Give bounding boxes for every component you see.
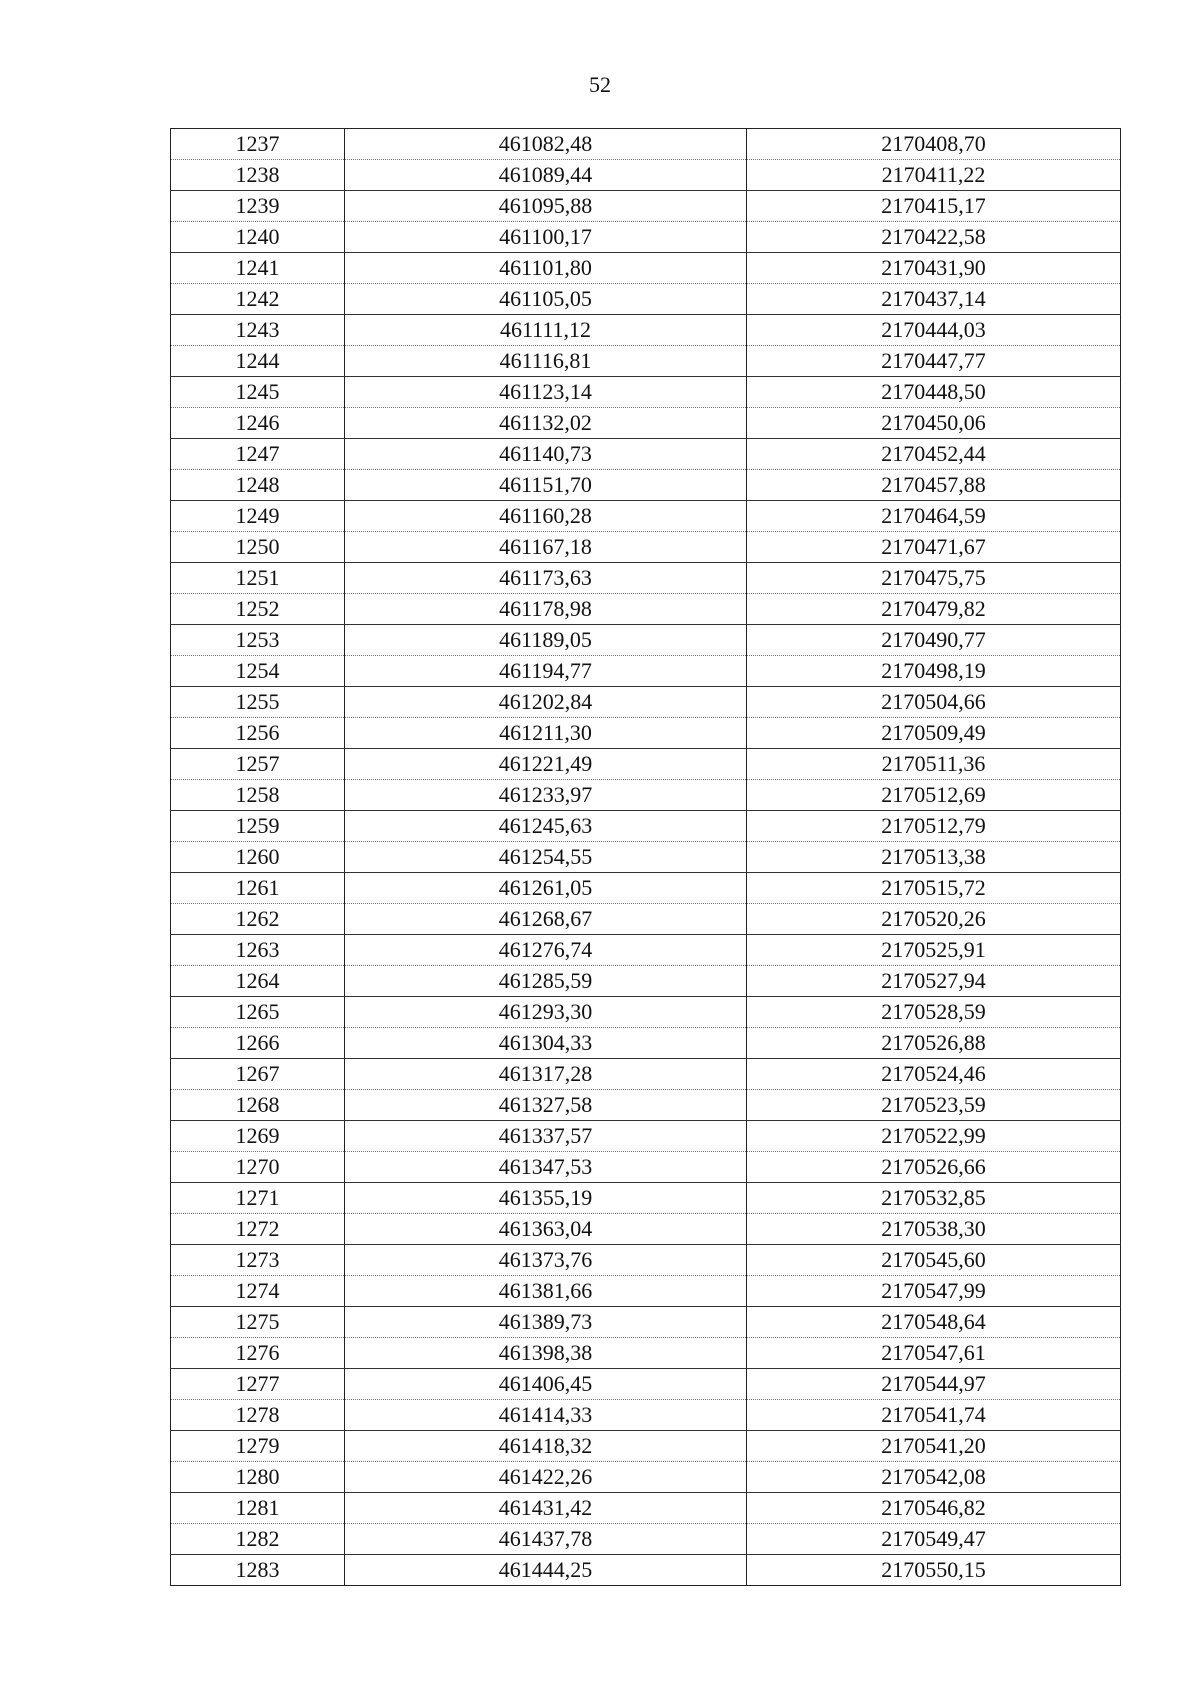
y-coordinate-cell: 2170444,03 [747,315,1121,346]
x-coordinate-cell: 461211,30 [345,718,747,749]
table-row [171,284,1121,315]
point-number-cell: 1263 [171,935,345,966]
point-number-cell: 1280 [171,1462,345,1493]
y-coordinate-cell: 2170411,22 [747,160,1121,191]
point-number-cell: 1265 [171,997,345,1028]
x-coordinate-cell: 461337,57 [345,1121,747,1152]
table-row [171,1152,1121,1183]
table-row [171,1493,1121,1524]
point-number-cell: 1282 [171,1524,345,1555]
x-coordinate-cell: 461422,26 [345,1462,747,1493]
table-row [171,160,1121,191]
y-coordinate-cell: 2170452,44 [747,439,1121,470]
x-coordinate-cell: 461221,49 [345,749,747,780]
y-coordinate-cell: 2170550,15 [747,1555,1121,1586]
point-number-cell: 1277 [171,1369,345,1400]
point-number-cell: 1261 [171,873,345,904]
table-row [171,1338,1121,1369]
y-coordinate-cell: 2170547,99 [747,1276,1121,1307]
y-coordinate-cell: 2170520,26 [747,904,1121,935]
x-coordinate-cell: 461160,28 [345,501,747,532]
page-number: 52 [589,72,611,97]
y-coordinate-cell: 2170422,58 [747,222,1121,253]
point-number-cell: 1249 [171,501,345,532]
point-number-cell: 1247 [171,439,345,470]
y-coordinate-cell: 2170528,59 [747,997,1121,1028]
point-number-cell: 1274 [171,1276,345,1307]
table-row [171,718,1121,749]
y-coordinate-cell: 2170475,75 [747,563,1121,594]
point-number-cell: 1266 [171,1028,345,1059]
point-number-cell: 1244 [171,346,345,377]
coordinates-table [170,128,1121,1586]
x-coordinate-cell: 461293,30 [345,997,747,1028]
point-number-cell: 1246 [171,408,345,439]
coordinates-table-body [171,129,1121,1586]
x-coordinate-cell: 461132,02 [345,408,747,439]
x-coordinate-cell: 461202,84 [345,687,747,718]
table-row [171,532,1121,563]
x-coordinate-cell: 461233,97 [345,780,747,811]
table-row [171,501,1121,532]
y-coordinate-cell: 2170479,82 [747,594,1121,625]
y-coordinate-cell: 2170538,30 [747,1214,1121,1245]
table-row [171,315,1121,346]
point-number-cell: 1256 [171,718,345,749]
table-row [171,966,1121,997]
table-row [171,439,1121,470]
point-number-cell: 1276 [171,1338,345,1369]
x-coordinate-cell: 461414,33 [345,1400,747,1431]
x-coordinate-cell: 461373,76 [345,1245,747,1276]
point-number-cell: 1243 [171,315,345,346]
y-coordinate-cell: 2170526,66 [747,1152,1121,1183]
x-coordinate-cell: 461189,05 [345,625,747,656]
y-coordinate-cell: 2170437,14 [747,284,1121,315]
x-coordinate-cell: 461398,38 [345,1338,747,1369]
table-row [171,687,1121,718]
table-row [171,563,1121,594]
y-coordinate-cell: 2170511,36 [747,749,1121,780]
point-number-cell: 1252 [171,594,345,625]
point-number-cell: 1264 [171,966,345,997]
x-coordinate-cell: 461116,81 [345,346,747,377]
y-coordinate-cell: 2170549,47 [747,1524,1121,1555]
table-row [171,408,1121,439]
x-coordinate-cell: 461406,45 [345,1369,747,1400]
x-coordinate-cell: 461140,73 [345,439,747,470]
x-coordinate-cell: 461304,33 [345,1028,747,1059]
x-coordinate-cell: 461355,19 [345,1183,747,1214]
point-number-cell: 1250 [171,532,345,563]
point-number-cell: 1237 [171,129,345,160]
table-row [171,780,1121,811]
table-row [171,1276,1121,1307]
point-number-cell: 1262 [171,904,345,935]
y-coordinate-cell: 2170527,94 [747,966,1121,997]
y-coordinate-cell: 2170464,59 [747,501,1121,532]
table-row [171,1059,1121,1090]
x-coordinate-cell: 461254,55 [345,842,747,873]
point-number-cell: 1259 [171,811,345,842]
table-row [171,1245,1121,1276]
table-row [171,1555,1121,1586]
table-row [171,253,1121,284]
table-row [171,656,1121,687]
point-number-cell: 1241 [171,253,345,284]
point-number-cell: 1269 [171,1121,345,1152]
y-coordinate-cell: 2170546,82 [747,1493,1121,1524]
x-coordinate-cell: 461101,80 [345,253,747,284]
table-row [171,1369,1121,1400]
point-number-cell: 1258 [171,780,345,811]
x-coordinate-cell: 461381,66 [345,1276,747,1307]
point-number-cell: 1240 [171,222,345,253]
y-coordinate-cell: 2170431,90 [747,253,1121,284]
y-coordinate-cell: 2170504,66 [747,687,1121,718]
x-coordinate-cell: 461431,42 [345,1493,747,1524]
x-coordinate-cell: 461089,44 [345,160,747,191]
point-number-cell: 1255 [171,687,345,718]
table-row [171,191,1121,222]
y-coordinate-cell: 2170515,72 [747,873,1121,904]
table-row [171,1028,1121,1059]
table-row [171,935,1121,966]
y-coordinate-cell: 2170408,70 [747,129,1121,160]
y-coordinate-cell: 2170512,69 [747,780,1121,811]
x-coordinate-cell: 461276,74 [345,935,747,966]
table-row [171,470,1121,501]
x-coordinate-cell: 461111,12 [345,315,747,346]
y-coordinate-cell: 2170513,38 [747,842,1121,873]
point-number-cell: 1239 [171,191,345,222]
y-coordinate-cell: 2170541,74 [747,1400,1121,1431]
x-coordinate-cell: 461173,63 [345,563,747,594]
x-coordinate-cell: 461418,32 [345,1431,747,1462]
point-number-cell: 1260 [171,842,345,873]
table-row [171,904,1121,935]
y-coordinate-cell: 2170544,97 [747,1369,1121,1400]
x-coordinate-cell: 461285,59 [345,966,747,997]
table-row [171,1462,1121,1493]
x-coordinate-cell: 461178,98 [345,594,747,625]
y-coordinate-cell: 2170524,46 [747,1059,1121,1090]
point-number-cell: 1267 [171,1059,345,1090]
table-row [171,1214,1121,1245]
y-coordinate-cell: 2170526,88 [747,1028,1121,1059]
x-coordinate-cell: 461437,78 [345,1524,747,1555]
point-number-cell: 1251 [171,563,345,594]
y-coordinate-cell: 2170542,08 [747,1462,1121,1493]
y-coordinate-cell: 2170498,19 [747,656,1121,687]
table-row [171,811,1121,842]
y-coordinate-cell: 2170541,20 [747,1431,1121,1462]
y-coordinate-cell: 2170522,99 [747,1121,1121,1152]
y-coordinate-cell: 2170471,67 [747,532,1121,563]
y-coordinate-cell: 2170548,64 [747,1307,1121,1338]
point-number-cell: 1268 [171,1090,345,1121]
point-number-cell: 1245 [171,377,345,408]
y-coordinate-cell: 2170547,61 [747,1338,1121,1369]
point-number-cell: 1275 [171,1307,345,1338]
point-number-cell: 1283 [171,1555,345,1586]
point-number-cell: 1238 [171,160,345,191]
point-number-cell: 1254 [171,656,345,687]
table-row [171,1121,1121,1152]
y-coordinate-cell: 2170532,85 [747,1183,1121,1214]
table-row [171,1431,1121,1462]
y-coordinate-cell: 2170512,79 [747,811,1121,842]
table-row [171,842,1121,873]
y-coordinate-cell: 2170509,49 [747,718,1121,749]
x-coordinate-cell: 461095,88 [345,191,747,222]
table-row [171,625,1121,656]
point-number-cell: 1253 [171,625,345,656]
point-number-cell: 1248 [171,470,345,501]
x-coordinate-cell: 461327,58 [345,1090,747,1121]
table-row [171,873,1121,904]
x-coordinate-cell: 461082,48 [345,129,747,160]
x-coordinate-cell: 461167,18 [345,532,747,563]
x-coordinate-cell: 461268,67 [345,904,747,935]
x-coordinate-cell: 461123,14 [345,377,747,408]
table-row [171,1400,1121,1431]
x-coordinate-cell: 461100,17 [345,222,747,253]
y-coordinate-cell: 2170525,91 [747,935,1121,966]
x-coordinate-cell: 461105,05 [345,284,747,315]
point-number-cell: 1273 [171,1245,345,1276]
x-coordinate-cell: 461444,25 [345,1555,747,1586]
y-coordinate-cell: 2170490,77 [747,625,1121,656]
y-coordinate-cell: 2170450,06 [747,408,1121,439]
table-row [171,346,1121,377]
x-coordinate-cell: 461363,04 [345,1214,747,1245]
x-coordinate-cell: 461151,70 [345,470,747,501]
y-coordinate-cell: 2170448,50 [747,377,1121,408]
table-row [171,1307,1121,1338]
point-number-cell: 1271 [171,1183,345,1214]
y-coordinate-cell: 2170457,88 [747,470,1121,501]
point-number-cell: 1278 [171,1400,345,1431]
y-coordinate-cell: 2170415,17 [747,191,1121,222]
x-coordinate-cell: 461194,77 [345,656,747,687]
table-row [171,1090,1121,1121]
table-row [171,594,1121,625]
x-coordinate-cell: 461261,05 [345,873,747,904]
y-coordinate-cell: 2170523,59 [747,1090,1121,1121]
point-number-cell: 1242 [171,284,345,315]
table-row [171,1183,1121,1214]
point-number-cell: 1257 [171,749,345,780]
table-row [171,377,1121,408]
y-coordinate-cell: 2170545,60 [747,1245,1121,1276]
table-row [171,222,1121,253]
x-coordinate-cell: 461245,63 [345,811,747,842]
point-number-cell: 1281 [171,1493,345,1524]
x-coordinate-cell: 461389,73 [345,1307,747,1338]
x-coordinate-cell: 461317,28 [345,1059,747,1090]
table-row [171,1524,1121,1555]
y-coordinate-cell: 2170447,77 [747,346,1121,377]
table-row [171,129,1121,160]
point-number-cell: 1272 [171,1214,345,1245]
table-row [171,997,1121,1028]
x-coordinate-cell: 461347,53 [345,1152,747,1183]
point-number-cell: 1279 [171,1431,345,1462]
point-number-cell: 1270 [171,1152,345,1183]
table-row [171,749,1121,780]
